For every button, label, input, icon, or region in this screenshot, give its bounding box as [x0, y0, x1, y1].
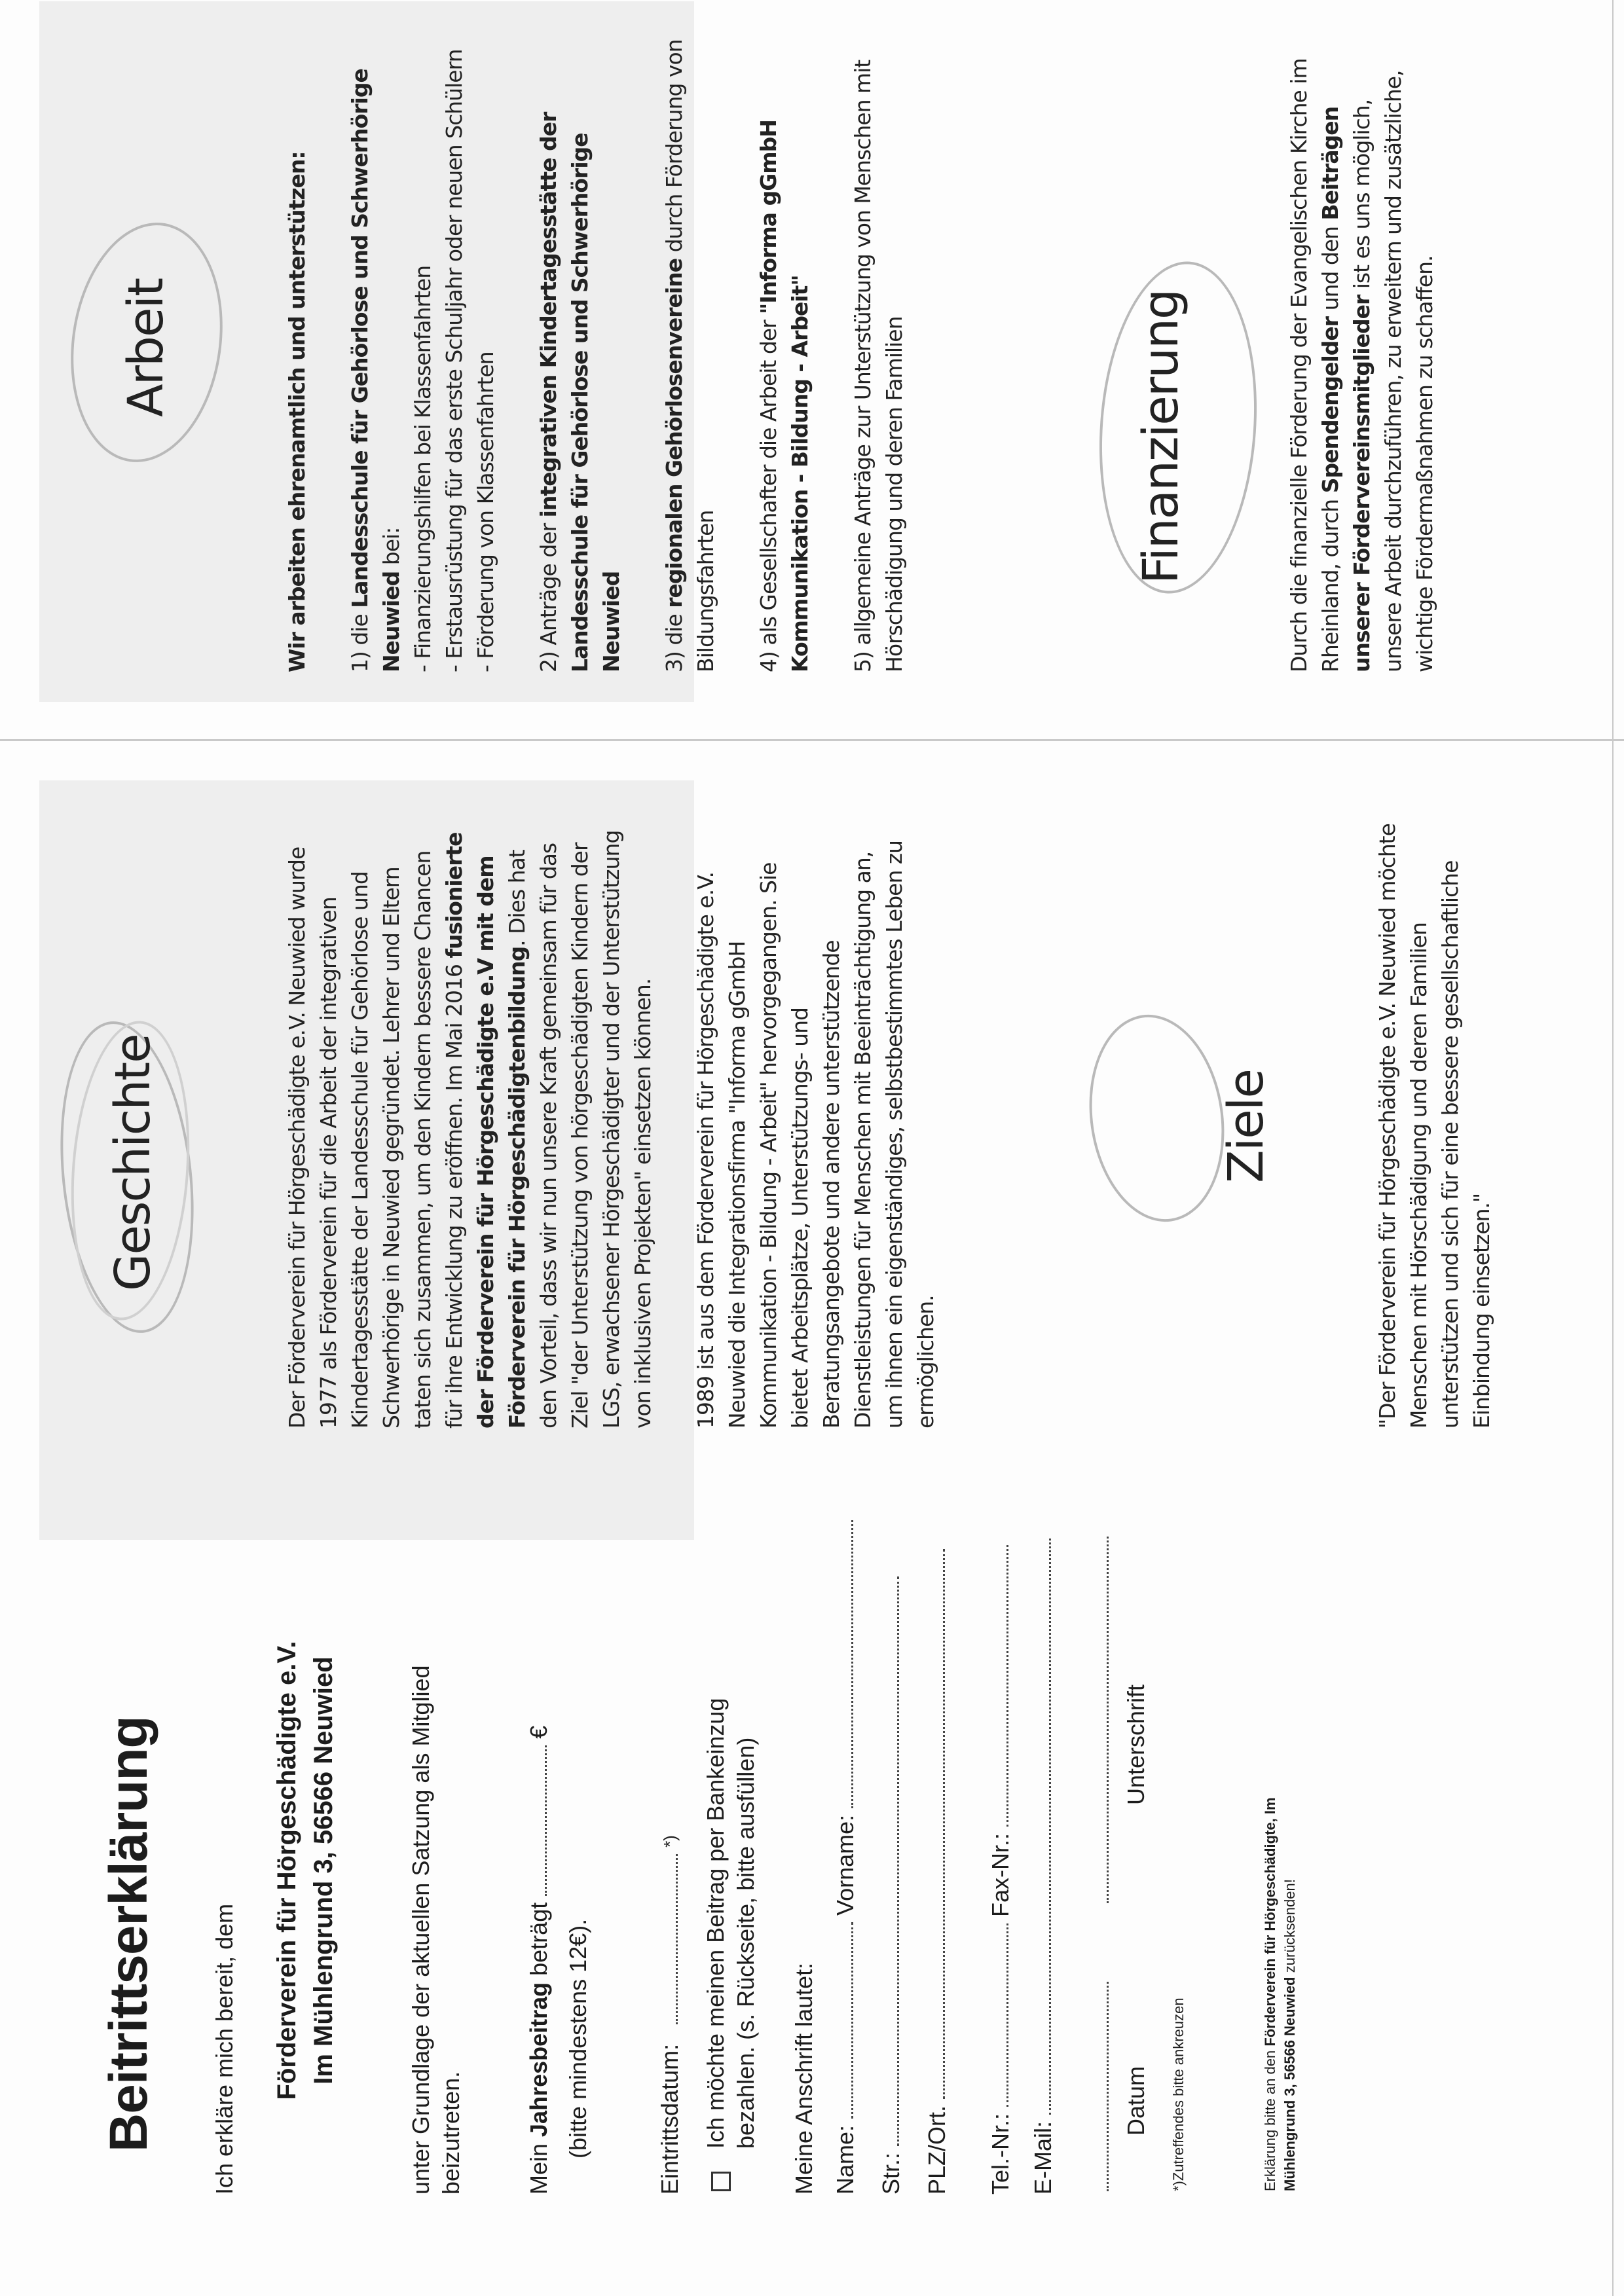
street-input[interactable] — [877, 1576, 899, 2146]
arbeit-item-1-sub-3: - Förderung von Klassenfahrten — [473, 352, 498, 672]
fin-e: ist es uns möglich, unsere Arbeit durchzuführen, zu erweitern und zusätzliche, wichtige Fördermaßnahmen zu schaffen. — [1349, 70, 1437, 672]
footnote: *)Zutreffendes bitte ankreuzen — [1170, 1997, 1187, 2191]
email-row — [1028, 1539, 1058, 2195]
plz-input[interactable] — [923, 1549, 945, 2099]
arbeit-i3-bold: regionalen Gehörlosenvereine — [661, 258, 687, 608]
return-note-1 — [1261, 1797, 1280, 2191]
arbeit-lead-text: Wir arbeiten ehrenamtlich und unterstützen: — [284, 151, 310, 672]
finanzierung-text — [1283, 31, 1441, 672]
arbeit-i1-bold: Landesschule für Gehörlose und Schwerhörige Neuwied — [347, 69, 404, 672]
arbeit-i1-c: bei: — [378, 527, 404, 572]
geschichte-p1-bold: fusionierte der Förderverein für Hörgeschädigte e.V mit dem Förderverein für Hörgeschädigtenbildung — [441, 832, 530, 1429]
scan-edge-line — [1612, 0, 1614, 2296]
arbeit-item-1-sub-1: - Finanzierungshilfen bei Klassenfahrten — [410, 265, 435, 672]
ziele-heading: Ziele — [1218, 1070, 1274, 1183]
geschichte-text — [282, 816, 973, 1429]
beitrag-input[interactable] — [525, 1745, 547, 1896]
email-input[interactable] — [1029, 1539, 1051, 2115]
form-intro: Ich erkläre mich bereit, dem — [211, 1903, 238, 2195]
phone-input[interactable] — [987, 1923, 1008, 2107]
return-note-2 — [1280, 1879, 1300, 2191]
org-address: Im Mühlengrund 3, 56566 Neuwied — [309, 1656, 338, 2085]
return-prefix: Erklärung bitte an den — [1262, 2046, 1278, 2191]
arbeit-item-2 — [533, 31, 627, 672]
fin-c: und den — [1318, 220, 1343, 317]
plz-label: PLZ/Ort. — [923, 2105, 950, 2195]
geschichte-paragraph-1 — [282, 816, 659, 1429]
name-row — [830, 1520, 860, 2195]
arbeit-item-4 — [753, 31, 816, 672]
arbeit-item-1 — [344, 31, 407, 672]
arbeit-i2-bold: integrativen Kindertagesstätte der Landesschule für Gehörlose und Schwerhörige Neuwied — [536, 112, 624, 672]
phone-row — [986, 1545, 1016, 2195]
signature-label: Unterschrift — [1122, 1684, 1149, 1805]
name-input[interactable] — [832, 1922, 853, 2119]
bankeinzug-text-1: Ich möchte meinen Beitrag per Bankeinzug — [702, 1698, 729, 2149]
eintritt-input[interactable] — [656, 1854, 678, 2024]
bankeinzug-text-2: bezahlen. (s. Rückseite, bitte ausfüllen) — [732, 1737, 759, 2149]
vorname-label: Vorname: — [832, 1814, 858, 1916]
anschrift-label: Meine Anschrift lautet: — [790, 1962, 817, 2195]
eintritt-footnote-mark: *) — [660, 1835, 680, 1848]
beitrag-minimum: (bitte mindestens 12€). — [564, 1918, 591, 2159]
beitrag-suffix: beträgt — [525, 1902, 552, 1982]
geschichte-p1-c: . Dies hat den Vorteil, dass wir nun unsere Kraft gemeinsam für das Ziel "der Unterstützung von hörgeschädigten Kindern der LGS, erwachsener Hörgeschädigter und der Unterstützung von inklusiven Projekten" einsetzen können. — [504, 830, 655, 1429]
arbeit-i1-a: 1) die — [347, 608, 373, 672]
street-row — [876, 1576, 906, 2195]
beitrag-bold: Jahresbeitrag — [525, 1982, 552, 2137]
arbeit-lead — [282, 31, 313, 672]
satzung-text-1: unter Grundlage der aktuellen Satzung als Mitglied — [407, 1665, 434, 2195]
membership-form-panel — [0, 1540, 1624, 2296]
arbeit-i3-c: durch Förderung von Bildungsfahrten — [661, 39, 718, 672]
beitrag-prefix: Mein — [525, 2136, 552, 2195]
datum-label: Datum — [1122, 2066, 1149, 2136]
geschichte-p1-a: Der Förderverein für Hörgeschädigte e.V. Neuwied wurde 1977 als Förderverein für die Arbeit der integrativen Kindertagesstätte der Landesschule für Gehörlose und Schwerhörige in Neuwied gegründet. Lehrer und Eltern taten sich zusammen, um den Kindern bessere Chancen für ihre Entwicklung zu eröffnen. Im Mai 2016 — [284, 847, 467, 1429]
email-label: E-Mail: — [1029, 2121, 1056, 2195]
ziele-quote: "Der Förderverein für Hörgeschädigte e.V. Neuwied möchte Menschen mit Hörschädigung und deren Familien unterstützen und sich für eine bessere gesellschaftliche Einbindung einsetzen." — [1375, 824, 1494, 1429]
phone-label: Tel.-Nr.: — [987, 2113, 1014, 2195]
arbeit-heading: Arbeit — [118, 278, 174, 417]
street-label: Str.: — [877, 2152, 904, 2195]
arbeit-i4-a: 4) als Gesellschafter die Arbeit der — [756, 314, 781, 672]
fin-bold-1: Spendengelder — [1318, 316, 1343, 494]
fin-a: Durch die finanzielle Förderung der Evangelischen Kirche im Rheinland, durch — [1286, 58, 1343, 672]
return-bold-2: Mühlengrund 3, 56566 Neuwied — [1282, 1977, 1298, 2191]
datum-input[interactable] — [1087, 1982, 1109, 2191]
fold-line — [0, 739, 1624, 741]
bankeinzug-checkbox[interactable] — [711, 2172, 731, 2191]
form-title: Beitrittserklärung — [99, 1716, 158, 2152]
ziele-ring-icon — [1077, 1006, 1237, 1230]
arbeit-i2-a: 2) Anträge der — [536, 517, 561, 672]
eintritt-line — [655, 1835, 685, 2195]
eintritt-label: Eintrittsdatum: — [656, 2043, 683, 2195]
return-bold-1: Förderverein für Hörgeschädigte, Im — [1262, 1797, 1278, 2047]
finanzierung-heading: Finanzierung — [1133, 289, 1189, 584]
signature-input[interactable] — [1087, 1537, 1109, 1903]
geschichte-paragraph-2: 1989 ist aus dem Förderverein für Hörgeschädigte e.V. Neuwied die Integrationsfirma "Informa gGmbH Kommunikation - Bildung - Arbeit" hervorgegangen. Sie bietet Arbeitsplätze, Unterstützungs- und Beratungsangebote und andere unterstützende Dienstleistungen für Menschen mit Beeinträchtigung an, um ihnen ein eigenständiges, selbstbestimmtes Leben zu ermöglichen. — [693, 840, 938, 1429]
arbeit-item-3 — [659, 31, 722, 672]
arbeit-i3-a: 3) die — [661, 608, 687, 672]
fax-input[interactable] — [987, 1545, 1008, 1827]
name-label: Name: — [832, 2124, 858, 2195]
plz-row — [922, 1549, 952, 2195]
org-name: Förderverein für Hörgeschädigte e.V. — [272, 1641, 301, 2100]
return-suffix: zurücksenden! — [1282, 1879, 1298, 1977]
fin-bold-2: Beiträgen unserer Fördervereinsmitglieder — [1318, 106, 1375, 672]
arbeit-text — [282, 31, 942, 672]
vorname-input[interactable] — [832, 1520, 853, 1808]
arbeit-i4-bold: "Informa gGmbH Kommunikation - Bildung - Arbeit" — [756, 120, 813, 672]
jahresbeitrag-line — [524, 1726, 554, 2195]
satzung-text-2: beizutreten. — [437, 2071, 464, 2195]
arbeit-item-1-sub-2: - Erstausrüstung für das erste Schuljahr oder neuen Schülern — [441, 49, 467, 672]
arbeit-item-5: 5) allgemeine Anträge zur Unterstützung von Menschen mit Hörschädigung und deren Familien — [850, 60, 907, 672]
fax-label: Fax-Nr.: — [987, 1832, 1014, 1917]
geschichte-heading: Geschichte — [105, 1034, 161, 1291]
euro-sign: € — [525, 1725, 552, 1739]
